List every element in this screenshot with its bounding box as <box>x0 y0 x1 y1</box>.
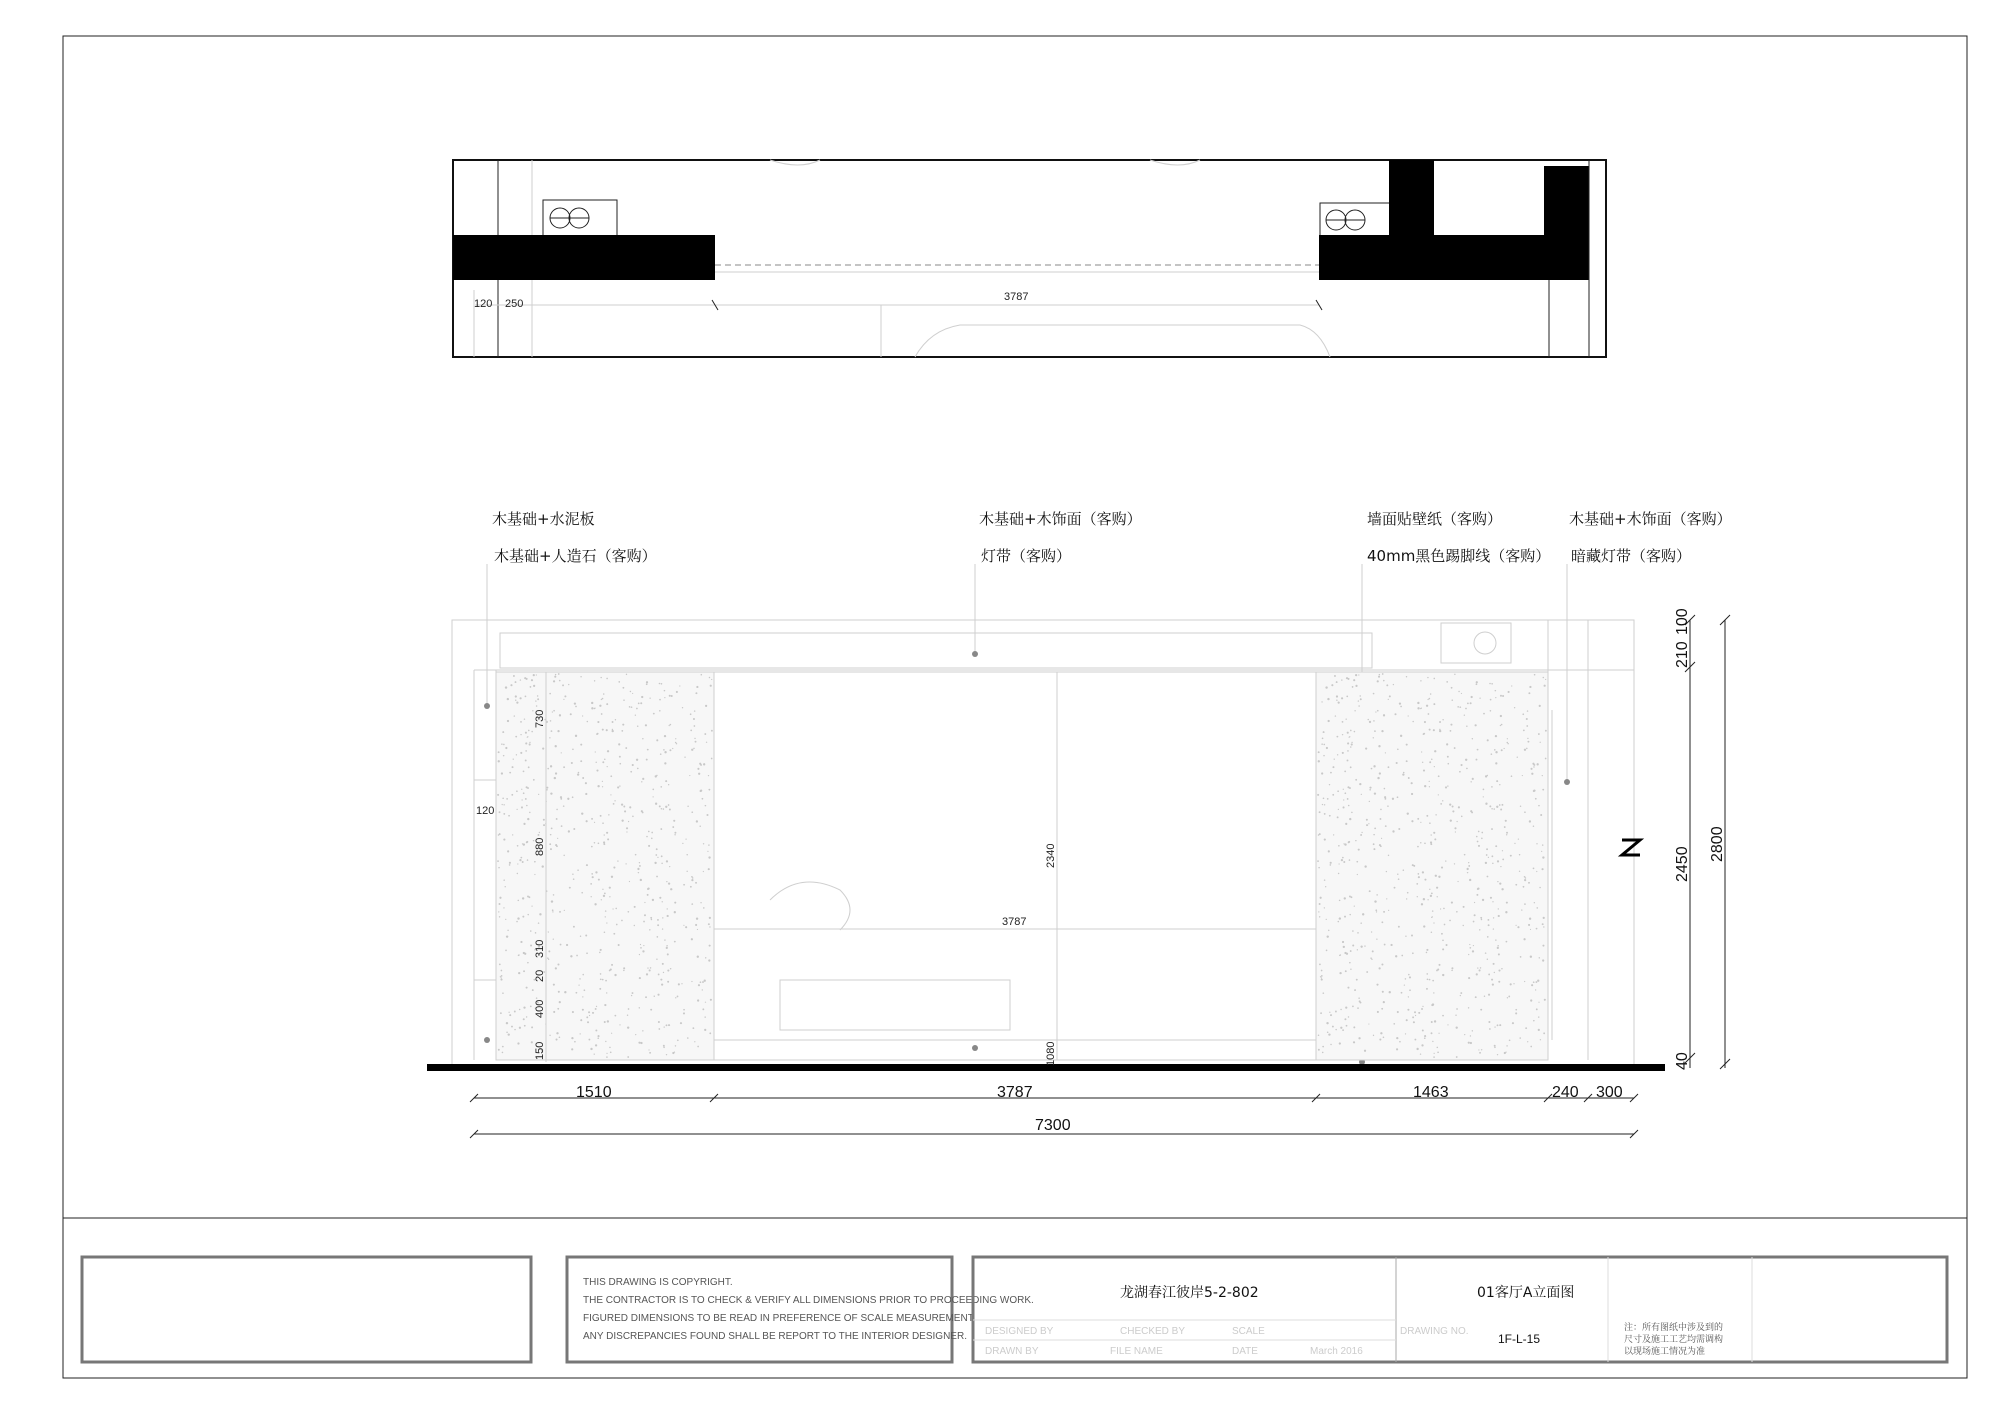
callout-1-line1: 木基础+水泥板 <box>492 510 595 528</box>
note-line-1: 注：所有图纸中涉及到的 <box>1624 1322 1724 1332</box>
bottom-dim-1463: 1463 <box>1413 1084 1449 1101</box>
left-dim-730: 730 <box>534 709 546 728</box>
left-side-dim: 120 <box>476 805 495 817</box>
project-name: 龙湖春江彼岸5-2-802 <box>1120 1285 1259 1301</box>
file-name-label: FILE NAME <box>1110 1346 1163 1357</box>
plan-dim-center: 3787 <box>1004 291 1029 303</box>
copyright-line-4: ANY DISCREPANCIES FOUND SHALL BE REPORT TO THE INTERIOR DESIGNER. <box>583 1331 967 1342</box>
callout-3-line2: 40mm黑色踢脚线（客购） <box>1367 547 1551 565</box>
designed-by-label: DESIGNED BY <box>985 1326 1054 1337</box>
right-dim-2800: 2800 <box>1709 826 1726 862</box>
center-dim-vertical: 2340 <box>1045 843 1057 868</box>
plan-dim-left-a: 120 <box>474 298 493 310</box>
bottom-dim-240: 240 <box>1552 1084 1579 1101</box>
callout-3-line1: 墙面贴壁纸（客购） <box>1367 510 1503 528</box>
note-line-2: 尺寸及施工工艺均需调构 <box>1624 1334 1724 1344</box>
left-dim-20: 20 <box>534 969 546 982</box>
date-value: March 2016 <box>1310 1346 1363 1357</box>
right-dim-100: 100 <box>1674 608 1691 635</box>
center-dim-horizontal: 3787 <box>1002 916 1027 928</box>
logo-box <box>82 1257 531 1362</box>
callout-4-line1: 木基础+木饰面（客购） <box>1569 510 1732 528</box>
bottom-dim-3787: 3787 <box>997 1084 1033 1101</box>
callout-1-line2: 木基础+人造石（客购） <box>494 547 657 565</box>
left-dim-880: 880 <box>534 837 546 856</box>
drawn-by-label: DRAWN BY <box>985 1346 1039 1357</box>
left-dim-400: 400 <box>534 999 546 1018</box>
copyright-line-1: THIS DRAWING IS COPYRIGHT. <box>583 1277 733 1288</box>
checked-by-label: CHECKED BY <box>1120 1326 1186 1337</box>
right-dim-40: 40 <box>1674 1052 1691 1070</box>
callout-2-line2: 灯带（客购） <box>981 547 1072 565</box>
break-symbol <box>1622 840 1640 855</box>
bottom-dim-300: 300 <box>1596 1084 1623 1101</box>
elevation-view <box>427 510 1732 1138</box>
plan-dim-left-b: 250 <box>505 298 524 310</box>
title-block <box>82 1257 1947 1362</box>
copyright-box <box>567 1257 952 1362</box>
date-label: DATE <box>1232 1346 1258 1357</box>
scale-label: SCALE <box>1232 1326 1265 1337</box>
bottom-dim-1510: 1510 <box>576 1084 612 1101</box>
callout-2-line1: 木基础+木饰面（客购） <box>979 510 1142 528</box>
bottom-center-dim: 1080 <box>1045 1041 1057 1066</box>
drawing-number: 1F-L-15 <box>1498 1332 1541 1346</box>
left-dim-310: 310 <box>534 939 546 958</box>
drawing-title: 01客厅A立面图 <box>1477 1285 1575 1301</box>
right-dim-2450: 2450 <box>1674 846 1691 882</box>
right-dim-210: 210 <box>1674 641 1691 668</box>
overall-dim: 7300 <box>1035 1117 1071 1134</box>
left-dim-150: 150 <box>534 1041 546 1060</box>
callout-4-line2: 暗藏灯带（客购） <box>1571 547 1692 565</box>
copyright-line-3: FIGURED DIMENSIONS TO BE READ IN PREFERENCE OF SCALE MEASUREMENT. <box>583 1313 976 1324</box>
note-line-3: 以现场施工情况为准 <box>1624 1346 1706 1356</box>
sheet-border <box>63 36 1967 1378</box>
plan-view <box>453 160 1606 357</box>
plan-wall-left <box>453 235 715 280</box>
drawing-no-label: DRAWING NO. <box>1400 1326 1469 1337</box>
copyright-line-2: THE CONTRACTOR IS TO CHECK & VERIFY ALL DIMENSIONS PRIOR TO PROCEEDING WORK. <box>583 1295 1034 1306</box>
